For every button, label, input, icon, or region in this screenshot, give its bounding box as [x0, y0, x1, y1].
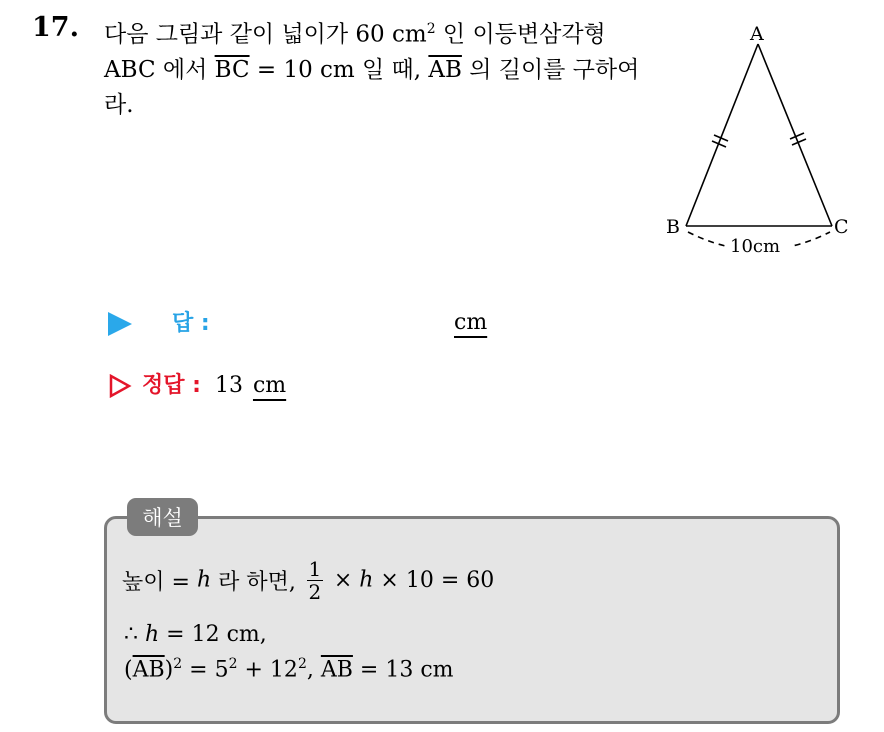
- line3-e: ,: [306, 657, 321, 683]
- line1-h2: h: [359, 567, 374, 593]
- line3-a: (: [124, 657, 133, 683]
- tick-marks-ac: [790, 133, 806, 145]
- answer-label: 답 :: [172, 311, 210, 336]
- line2-h: h: [145, 622, 160, 647]
- line3-ab2: $\overline{AB}$: [320, 657, 353, 683]
- play-triangle-icon: [108, 312, 132, 336]
- vertex-label-b: B: [666, 216, 680, 238]
- line2-a: ∴: [124, 622, 145, 647]
- explanation-tag: 해설: [127, 498, 198, 536]
- fraction-denominator: 2: [308, 580, 322, 604]
- question-text-d: 의 길이를 구하여라.: [104, 56, 640, 118]
- solution-label: 정답 :: [142, 373, 201, 398]
- vertex-label-a: A: [750, 23, 764, 45]
- question-number: 17.: [32, 12, 79, 43]
- base-length-label: 10cm: [730, 236, 781, 257]
- segment-bc: $\overline{BC}$: [214, 56, 250, 83]
- question-text-b: 인 이등변삼각형 ABC 에서: [104, 21, 606, 83]
- line3-sup2: 2: [228, 656, 238, 672]
- line2-b: = 12 cm,: [159, 622, 267, 647]
- explanation-box: [104, 516, 840, 724]
- line3-d: + 12: [237, 657, 298, 683]
- explanation-line-1: [122, 558, 494, 614]
- line3-b: ): [164, 657, 174, 683]
- vertex-label-c: C: [834, 216, 849, 238]
- fraction-half: [307, 558, 323, 603]
- line3-sup1: 2: [173, 656, 183, 672]
- answer-row: [108, 306, 488, 337]
- line1-b: 라 하면,: [211, 570, 303, 595]
- solution-answer-row: [108, 368, 286, 399]
- side-ac: [758, 44, 832, 226]
- line3-f: = 13 cm: [352, 657, 454, 683]
- segment-ab: $\overline{AB}$: [428, 56, 462, 83]
- question-superscript: 2: [426, 21, 436, 37]
- explanation-line-2: [124, 622, 267, 647]
- line3-ab: $\overline{AB}$: [132, 657, 165, 683]
- line3-sup3: 2: [297, 656, 307, 672]
- solution-unit: cm: [252, 373, 287, 398]
- question-text: [104, 12, 644, 123]
- line1-h: h: [196, 567, 212, 593]
- line1-c: ×: [326, 568, 360, 593]
- triangle-figure: [656, 18, 866, 258]
- line3-c: = 5: [182, 657, 229, 683]
- line1-a: 높이 =: [122, 570, 197, 595]
- answer-unit: cm: [454, 310, 488, 335]
- explanation-line-3: [124, 656, 454, 682]
- side-ab: [686, 44, 758, 226]
- outline-triangle-icon: [108, 374, 132, 398]
- question-text-a: 다음 그림과 같이 넓이가 60 cm: [104, 21, 427, 48]
- question-text-c: = 10 cm 일 때,: [249, 56, 429, 83]
- line1-d: × 10 = 60: [373, 568, 495, 593]
- solution-value: 13: [214, 373, 243, 398]
- fraction-numerator: 1: [308, 557, 322, 581]
